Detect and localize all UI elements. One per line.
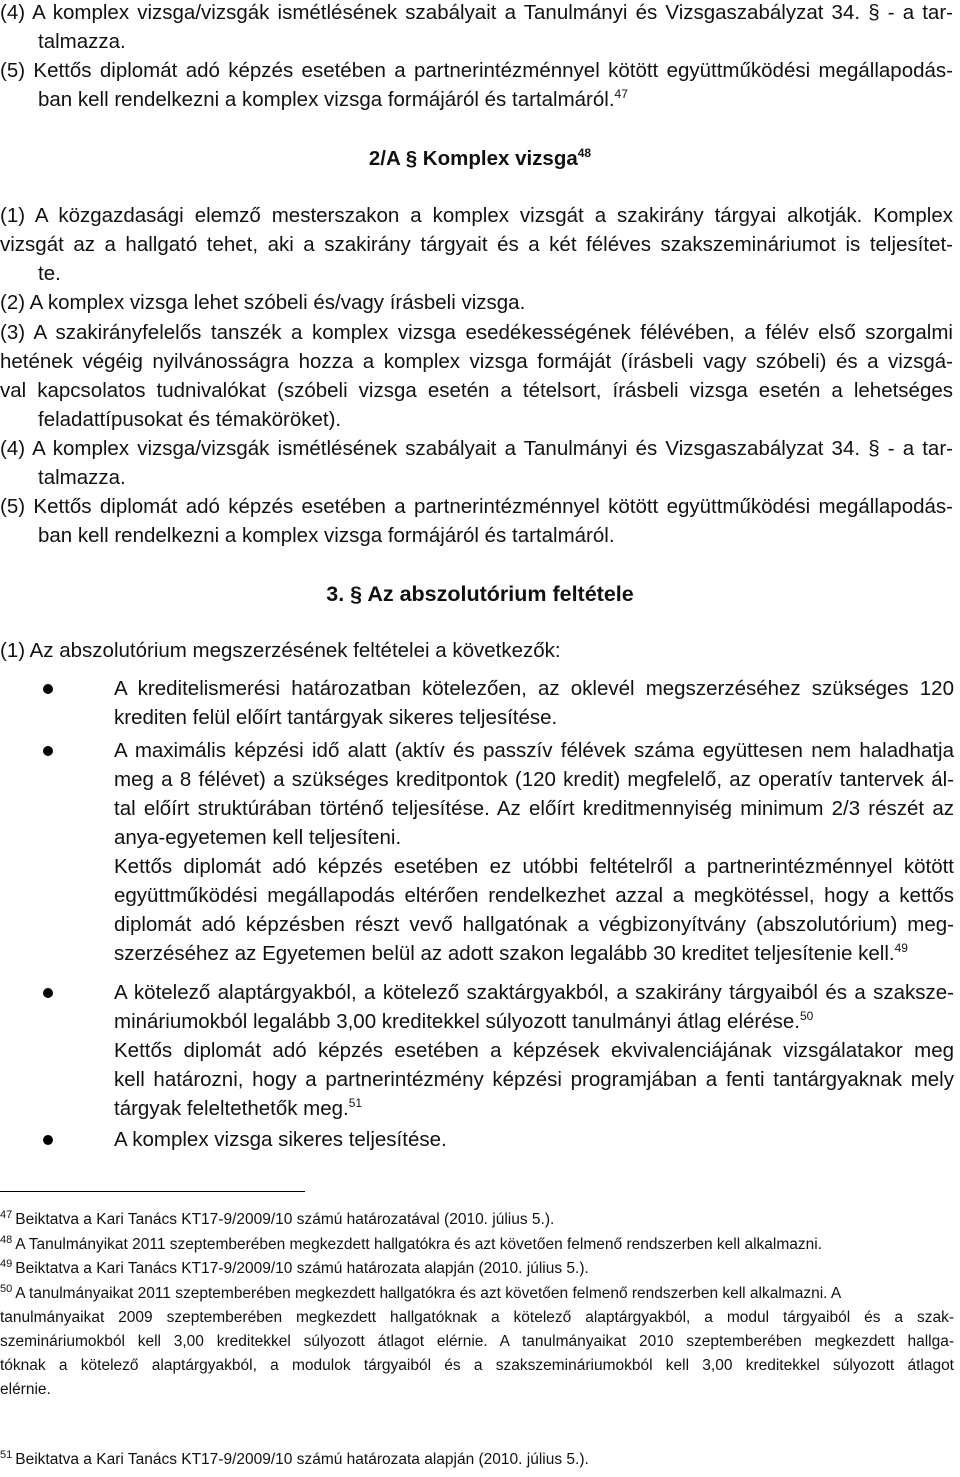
section-2a-heading [0,146,960,172]
bullet-4: A komplex vizsga sikeres teljesítése. [114,1128,447,1151]
section-3-heading: 3. § Az abszolutórium feltétele [326,582,634,606]
bullet-2-line-7: diplomát adó képzésben részt vevő hallgatónak a végbizonyítvány (abszolutórium) meg- [114,913,954,936]
section-2a-p3-line-3: val kapcsolatos tudnivalókat (szóbeli vizsga esetén a tételsort, írásbeli vizsga esetén a lehetséges [0,379,953,402]
top-paragraph-4-line-2: talmazza. [38,30,126,53]
bullet-icon [43,988,53,998]
footnote-48 [0,1235,822,1255]
top-paragraph-5-line-2 [38,87,628,113]
top-paragraph-5-line-1: (5) Kettős diplomát adó képzés esetében a partnerintézménnyel kötött együttműködési megállapodás- [0,59,953,82]
bullet-3-line-3: Kettős diplomát adó képzés esetében a képzések ekvivalenciájának vizsgálatakor meg [114,1039,954,1062]
section-3-intro: (1) Az abszolutórium megszerzésének feltételei a következők: [0,639,561,662]
footnote-51 [0,1450,589,1470]
footnote-number: 50 [0,1282,13,1295]
footnote-ref-51: 51 [348,1096,363,1111]
bullet-2-line-5: Kettős diplomát adó képzés esetében ez utóbbi feltételről a partnerintézménnyel kötött [114,855,954,878]
bullet-3-line-5-text: tárgyak feleltethetők meg. [114,1097,349,1120]
bullet-icon [43,746,53,756]
footnote-ref-47: 47 [614,87,628,102]
bullet-1-line-1: A kreditelismerési határozatban kötelezően, az oklevél megszerzéséhez szükséges 120 [114,677,954,700]
bullet-3-line-2 [114,1009,813,1035]
section-2a-p4-line-2: talmazza. [38,466,126,489]
footnote-text: Beiktatva a Kari Tanács KT17-9/2009/10 számú határozata alapján (2010. július 5.). [15,1260,589,1277]
footnote-50-line-3: szemináriumokból kell 3,00 kreditekkel súlyozott átlagot elérnie. A tanulmányaikat 2010 szeptemberében megkezdett hallga- [0,1333,954,1350]
footnote-ref-48: 48 [577,146,592,161]
top-paragraph-4-line-1: (4) A komplex vizsga/vizsgák ismétlésének szabályait a Tanulmányi és Vizsgaszabályzat 34. § - a tar- [0,1,953,24]
footnote-text: A tanulmányaikat 2011 szeptemberében megkezdett hallgatókra és azt követően felmenő rendszerben kell alkalmazni. A [15,1285,842,1302]
section-2a-p5-line-1: (5) Kettős diplomát adó képzés esetében a partnerintézménnyel kötött együttműködési megállapodás- [0,495,953,518]
footnote-separator [0,1191,305,1192]
bullet-2-line-1: A maximális képzési idő alatt (aktív és passzív félévek száma együttesen nem haladhatja [114,739,954,762]
footnote-text: Beiktatva a Kari Tanács KT17-9/2009/10 számú határozatával (2010. július 5.). [15,1211,555,1228]
section-2a-p1-line-2: vizsgát az a hallgató tehet, aki a szakirány tárgyait és a két féléves szakszemináriumot is teljesítet- [0,233,953,256]
bullet-3-line-4: kell határozni, hogy a partnerintézmény képzési programjában a fenti tantárgyaknak mely [114,1068,954,1091]
bullet-2-line-3: tal előírt struktúrában történő teljesítése. Az előírt kreditmennyiség minimum 2/3 részét az [114,797,954,820]
section-2a-title: 2/A § Komplex vizsga [368,147,578,170]
bullet-3-line-2-text: mináriumokból legalább 3,00 kreditekkel súlyozott tanulmányi átlag elérése. [114,1010,800,1033]
bullet-3-line-5 [114,1096,362,1122]
section-2a-p3-line-1: (3) A szakirányfelelős tanszék a komplex vizsga esedékességének félévében, a félév első szorgalmi [0,321,953,344]
section-2a-p4-line-1: (4) A komplex vizsga/vizsgák ismétlésének szabályait a Tanulmányi és Vizsgaszabályzat 34. § - a tar- [0,437,953,460]
section-2a-p3-line-2: hetének végéig nyilvánosságra hozza a komplex vizsga formáját (írásbeli vagy szóbeli) és a vizsgá- [0,350,953,373]
section-2a-p5-line-2: ban kell rendelkezni a komplex vizsga formájáról és tartalmáról. [38,524,615,547]
top-paragraph-5-text: ban kell rendelkezni a komplex vizsga formájáról és tartalmáról. [38,88,615,111]
bullet-icon [43,1135,53,1145]
section-2a-p3-line-4: feladattípusokat és témaköröket). [38,408,342,431]
footnote-50-line-5: elérnie. [0,1381,51,1398]
footnote-ref-49: 49 [894,941,908,956]
bullet-1-line-2: krediten felül előírt tantárgyak sikeres teljesítése. [114,706,558,729]
bullet-2-line-8-text: szerzéséhez az Egyetemen belül az adott szakon legalább 30 kreditet teljesítenie kell. [114,942,895,965]
footnote-number: 51 [0,1448,13,1461]
footnote-text: A Tanulmányikat 2011 szeptemberében megkezdett hallgatókra és azt követően felmenő rendszerben kell alkalmazni. [15,1236,823,1253]
footnote-50-line-1 [0,1284,954,1304]
section-2a-p1-line-3: te. [38,262,61,285]
footnote-47 [0,1210,554,1230]
footnote-text: Beiktatva a Kari Tanács KT17-9/2009/10 számú határozata alapján (2010. július 5.). [15,1451,589,1468]
bullet-2-line-2: meg a 8 félévet) a szükséges kreditpontok (120 kredit) megfelelő, az operatív tantervek ál- [114,768,954,791]
footnote-ref-50: 50 [800,1009,814,1024]
footnote-50-line-4: tóknak a kötelező alaptárgyakból, a modulok tárgyaiból és a szakszemináriumokból kell 3,00 kreditekkel súlyozott átlagot [0,1357,954,1374]
bullet-3-line-1: A kötelező alaptárgyakból, a kötelező szaktárgyakból, a szakirány tárgyaiból és a szaksze- [114,981,954,1004]
bullet-2-line-6: együttműködési megállapodás eltérően rendelkezhet azzal a megkötéssel, hogy a kettős [114,884,954,907]
footnote-number: 49 [0,1257,13,1270]
bullet-2-line-4: anya-egyetemen kell teljesíteni. [114,826,402,849]
footnote-number: 48 [0,1233,13,1246]
footnote-49 [0,1259,589,1279]
bullet-icon [43,684,53,694]
section-2a-p1-line-1: (1) A közgazdasági elemző mesterszakon a komplex vizsgát a szakirány tárgyai alkotják. Komplex [0,204,953,227]
footnote-number: 47 [0,1208,13,1221]
bullet-2-line-8 [114,941,908,967]
footnote-50-line-2: tanulmányaikat 2009 szeptemberében megkezdett hallgatóknak a kötelező alaptárgyakból, a modul tárgyaiból és a szak- [0,1309,954,1326]
section-2a-p2: (2) A komplex vizsga lehet szóbeli és/vagy írásbeli vizsga. [0,291,526,314]
